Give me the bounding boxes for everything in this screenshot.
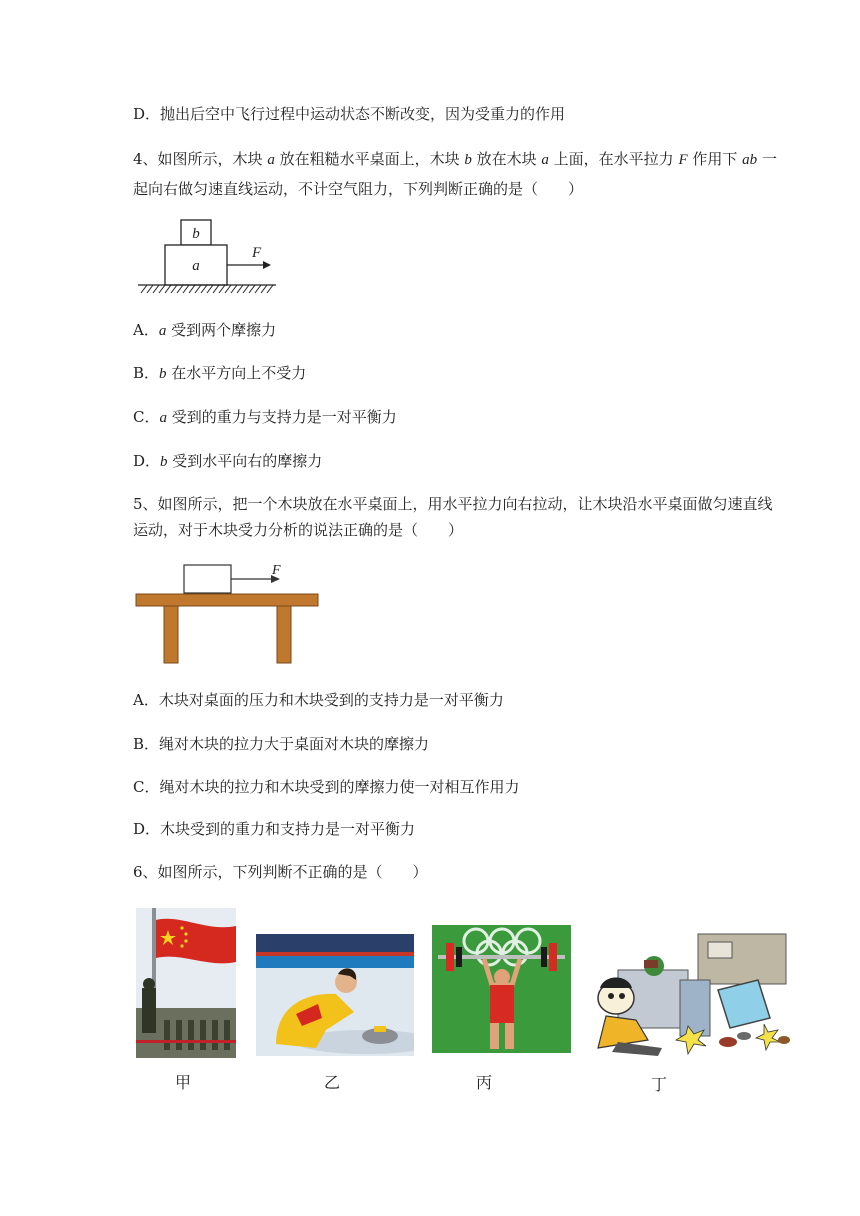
photo-flag-raising <box>136 908 236 1058</box>
caption-ding: 丁 <box>651 1075 668 1094</box>
q5-stem-line1: 5、如图所示，把一个木块放在水平桌面上，用水平拉力向右拉动，让木块沿水平桌面做匀速直线 <box>133 495 773 513</box>
q5-option-c[interactable]: C．绳对木块的拉力和木块受到的摩擦力使一对相互作用力 <box>133 778 520 796</box>
q4-option-d[interactable]: D．b 受到水平向右的摩擦力 <box>133 452 323 470</box>
q4-stem-line2: 起向右做匀速直线运动，不计空气阻力，下列判断正确的是（ ） <box>133 180 584 198</box>
caption-jia: 甲 <box>175 1073 192 1092</box>
q4-option-b[interactable]: B．b 在水平方向上不受力 <box>133 364 307 382</box>
q4-option-c[interactable]: C．a 受到的重力与支持力是一对平衡力 <box>133 408 397 426</box>
block-a-label: a <box>192 258 200 274</box>
q5-option-a[interactable]: A．木块对桌面的压力和木块受到的支持力是一对平衡力 <box>133 691 504 709</box>
q5-option-d[interactable]: D．木块受到的重力和支持力是一对平衡力 <box>133 820 416 838</box>
q5-table-diagram <box>134 560 322 668</box>
photo-cartoon-scene <box>588 930 792 1058</box>
photo-curling <box>256 934 414 1056</box>
caption-bing: 丙 <box>476 1073 493 1092</box>
table-top <box>136 594 318 606</box>
ground-hatch <box>141 285 273 293</box>
force-label: F <box>272 563 281 578</box>
prev-option-d: D．抛出后空中飞行过程中运动状态不断改变，因为受重力的作用 <box>133 105 566 123</box>
wood-block <box>184 565 231 593</box>
q6-stem: 6、如图所示，下列判断不正确的是（ ） <box>133 863 428 881</box>
q5-option-b[interactable]: B．绳对木块的拉力大于桌面对木块的摩擦力 <box>133 735 430 753</box>
q4-stem-line1: 4、如图所示，木块 a 放在粗糙水平桌面上，木块 b 放在木块 a 上面，在水平拉力 F 作用下 ab 一 <box>133 150 777 168</box>
photo-weightlifting <box>432 925 571 1053</box>
force-label: F <box>252 245 262 261</box>
table-leg-left <box>164 606 178 663</box>
q5-stem-line2: 运动，对于木块受力分析的说法正确的是（ ） <box>133 521 464 539</box>
q4-block-diagram <box>135 214 280 298</box>
caption-yi: 乙 <box>324 1073 341 1092</box>
table-leg-right <box>277 606 291 663</box>
block-b-label: b <box>192 226 200 242</box>
q4-option-a[interactable]: A．a 受到两个摩擦力 <box>133 321 277 339</box>
